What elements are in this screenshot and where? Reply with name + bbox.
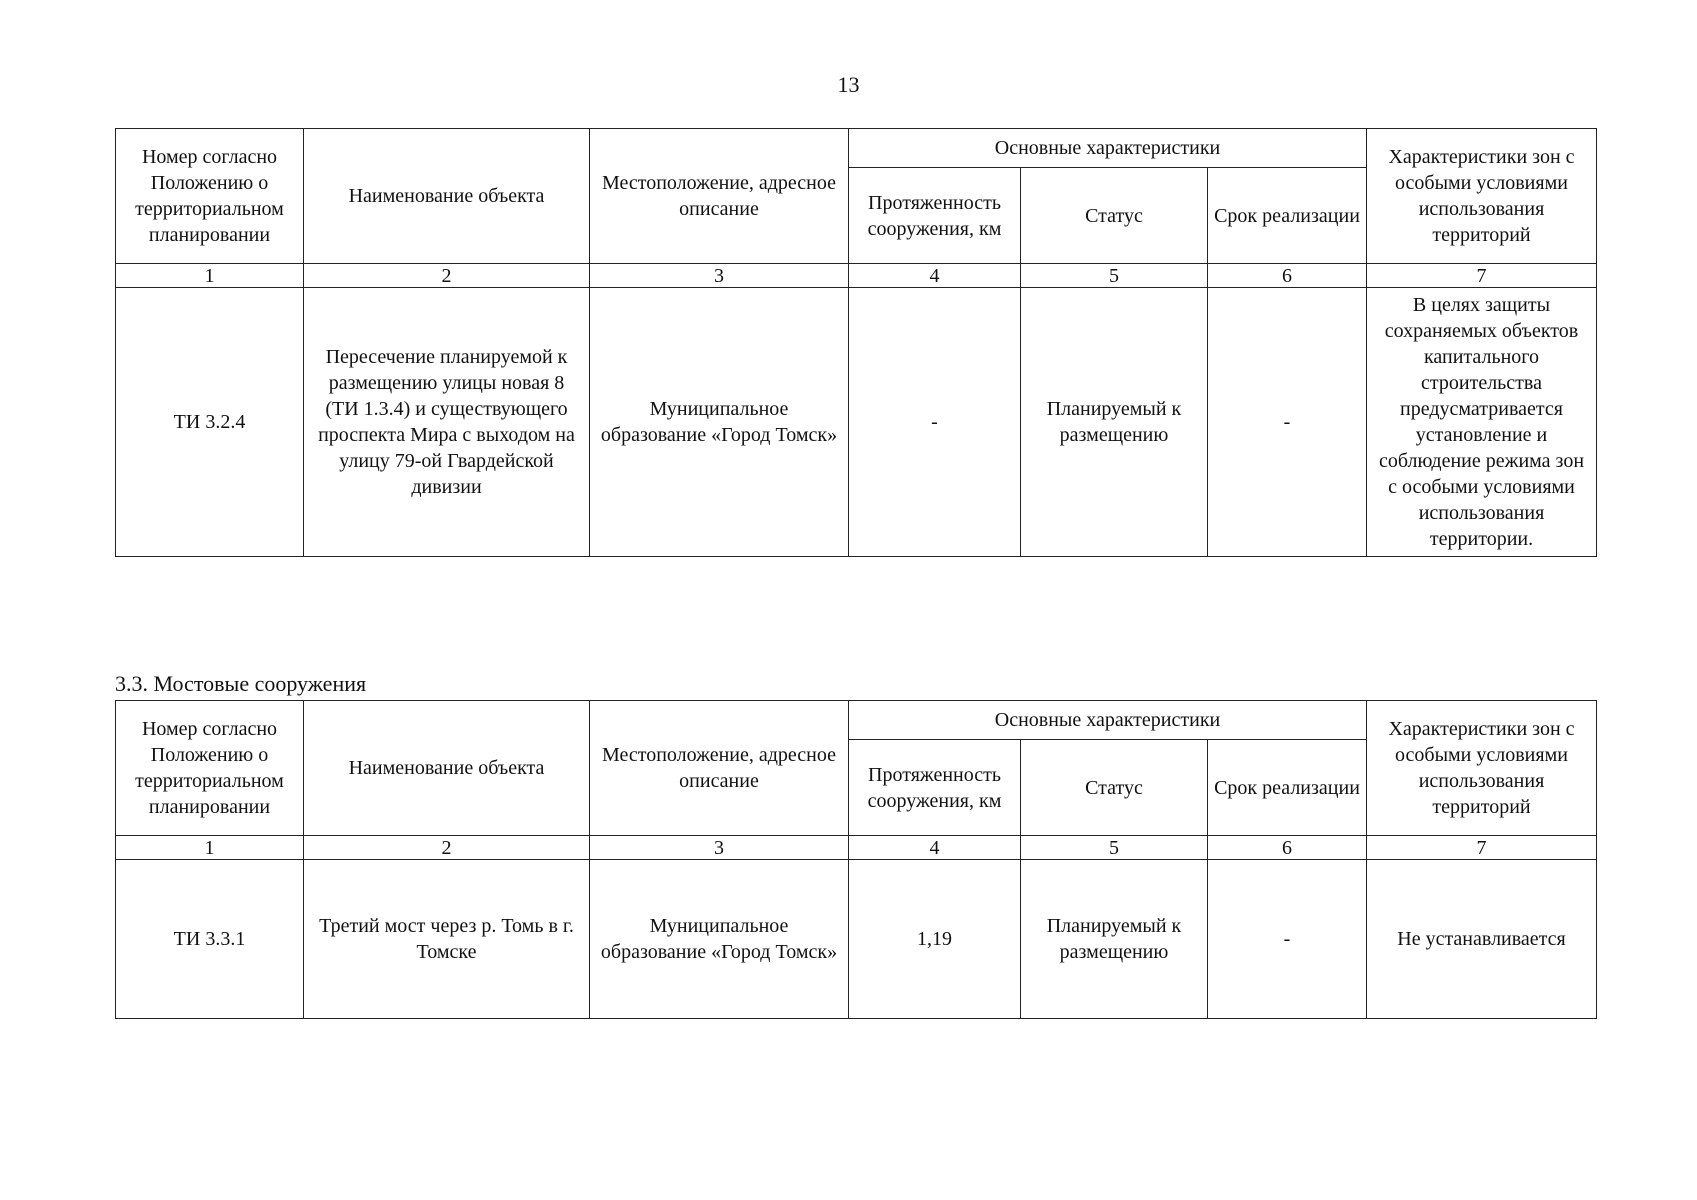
- header-name: Наименование объекта: [304, 129, 590, 264]
- table-row: [116, 860, 1597, 1019]
- object-term: -: [1208, 860, 1367, 1019]
- object-location: Муниципальное образование «Город Томск»: [590, 288, 849, 557]
- column-number: 1: [116, 264, 304, 288]
- column-number: 4: [849, 836, 1021, 860]
- object-length: 1,19: [849, 860, 1021, 1019]
- header-main-characteristics: Основные характеристики: [849, 701, 1367, 740]
- column-number: 1: [116, 836, 304, 860]
- header-length: Протяженность сооружения, км: [849, 168, 1021, 264]
- header-length: Протяженность сооружения, км: [849, 740, 1021, 836]
- header-location: Местоположение, адресное описание: [590, 701, 849, 836]
- object-location: Муниципальное образование «Город Томск»: [590, 860, 849, 1019]
- column-number: 7: [1367, 836, 1597, 860]
- object-length: -: [849, 288, 1021, 557]
- column-number: 5: [1021, 264, 1208, 288]
- objects-table-roads: [115, 128, 1597, 557]
- header-status: Статус: [1021, 168, 1208, 264]
- header-status: Статус: [1021, 740, 1208, 836]
- header-row: [116, 129, 1597, 168]
- object-status: Планируемый к размещению: [1021, 288, 1208, 557]
- table-row: [116, 288, 1597, 557]
- header-row: [116, 701, 1597, 740]
- section-title: 3.3. Мостовые сооружения: [115, 671, 367, 696]
- column-number: 7: [1367, 264, 1597, 288]
- object-zones: В целях защиты сохраняемых объектов капитального строительства предусматривается установление и соблюдение режима зон с особыми условиями использования территории.: [1367, 288, 1597, 557]
- column-number: 3: [590, 264, 849, 288]
- object-zones: Не устанавливается: [1367, 860, 1597, 1019]
- header-main-characteristics: Основные характеристики: [849, 129, 1367, 168]
- object-status: Планируемый к размещению: [1021, 860, 1208, 1019]
- header-zones: Характеристики зон с особыми условиями использования территорий: [1367, 129, 1597, 264]
- header-zones: Характеристики зон с особыми условиями использования территорий: [1367, 701, 1597, 836]
- column-numbers-row: [116, 836, 1597, 860]
- column-number: 6: [1208, 264, 1367, 288]
- header-name: Наименование объекта: [304, 701, 590, 836]
- column-numbers-row: [116, 264, 1597, 288]
- column-number: 6: [1208, 836, 1367, 860]
- column-number: 4: [849, 264, 1021, 288]
- object-number: ТИ 3.2.4: [116, 288, 304, 557]
- header-number: Номер согласно Положению о территориальном планировании: [116, 129, 304, 264]
- object-name: Третий мост через р. Томь в г. Томске: [304, 860, 590, 1019]
- header-location: Местоположение, адресное описание: [590, 129, 849, 264]
- header-term: Срок реализации: [1208, 740, 1367, 836]
- objects-table-bridges: [115, 700, 1597, 1019]
- page-number: 13: [837, 72, 860, 97]
- object-term: -: [1208, 288, 1367, 557]
- object-name: Пересечение планируемой к размещению улицы новая 8 (ТИ 1.3.4) и существующего проспекта Мира с выходом на улицу 79-ой Гвардейской дивизии: [304, 288, 590, 557]
- column-number: 2: [304, 264, 590, 288]
- header-term: Срок реализации: [1208, 168, 1367, 264]
- object-number: ТИ 3.3.1: [116, 860, 304, 1019]
- column-number: 2: [304, 836, 590, 860]
- column-number: 3: [590, 836, 849, 860]
- column-number: 5: [1021, 836, 1208, 860]
- header-number: Номер согласно Положению о территориальном планировании: [116, 701, 304, 836]
